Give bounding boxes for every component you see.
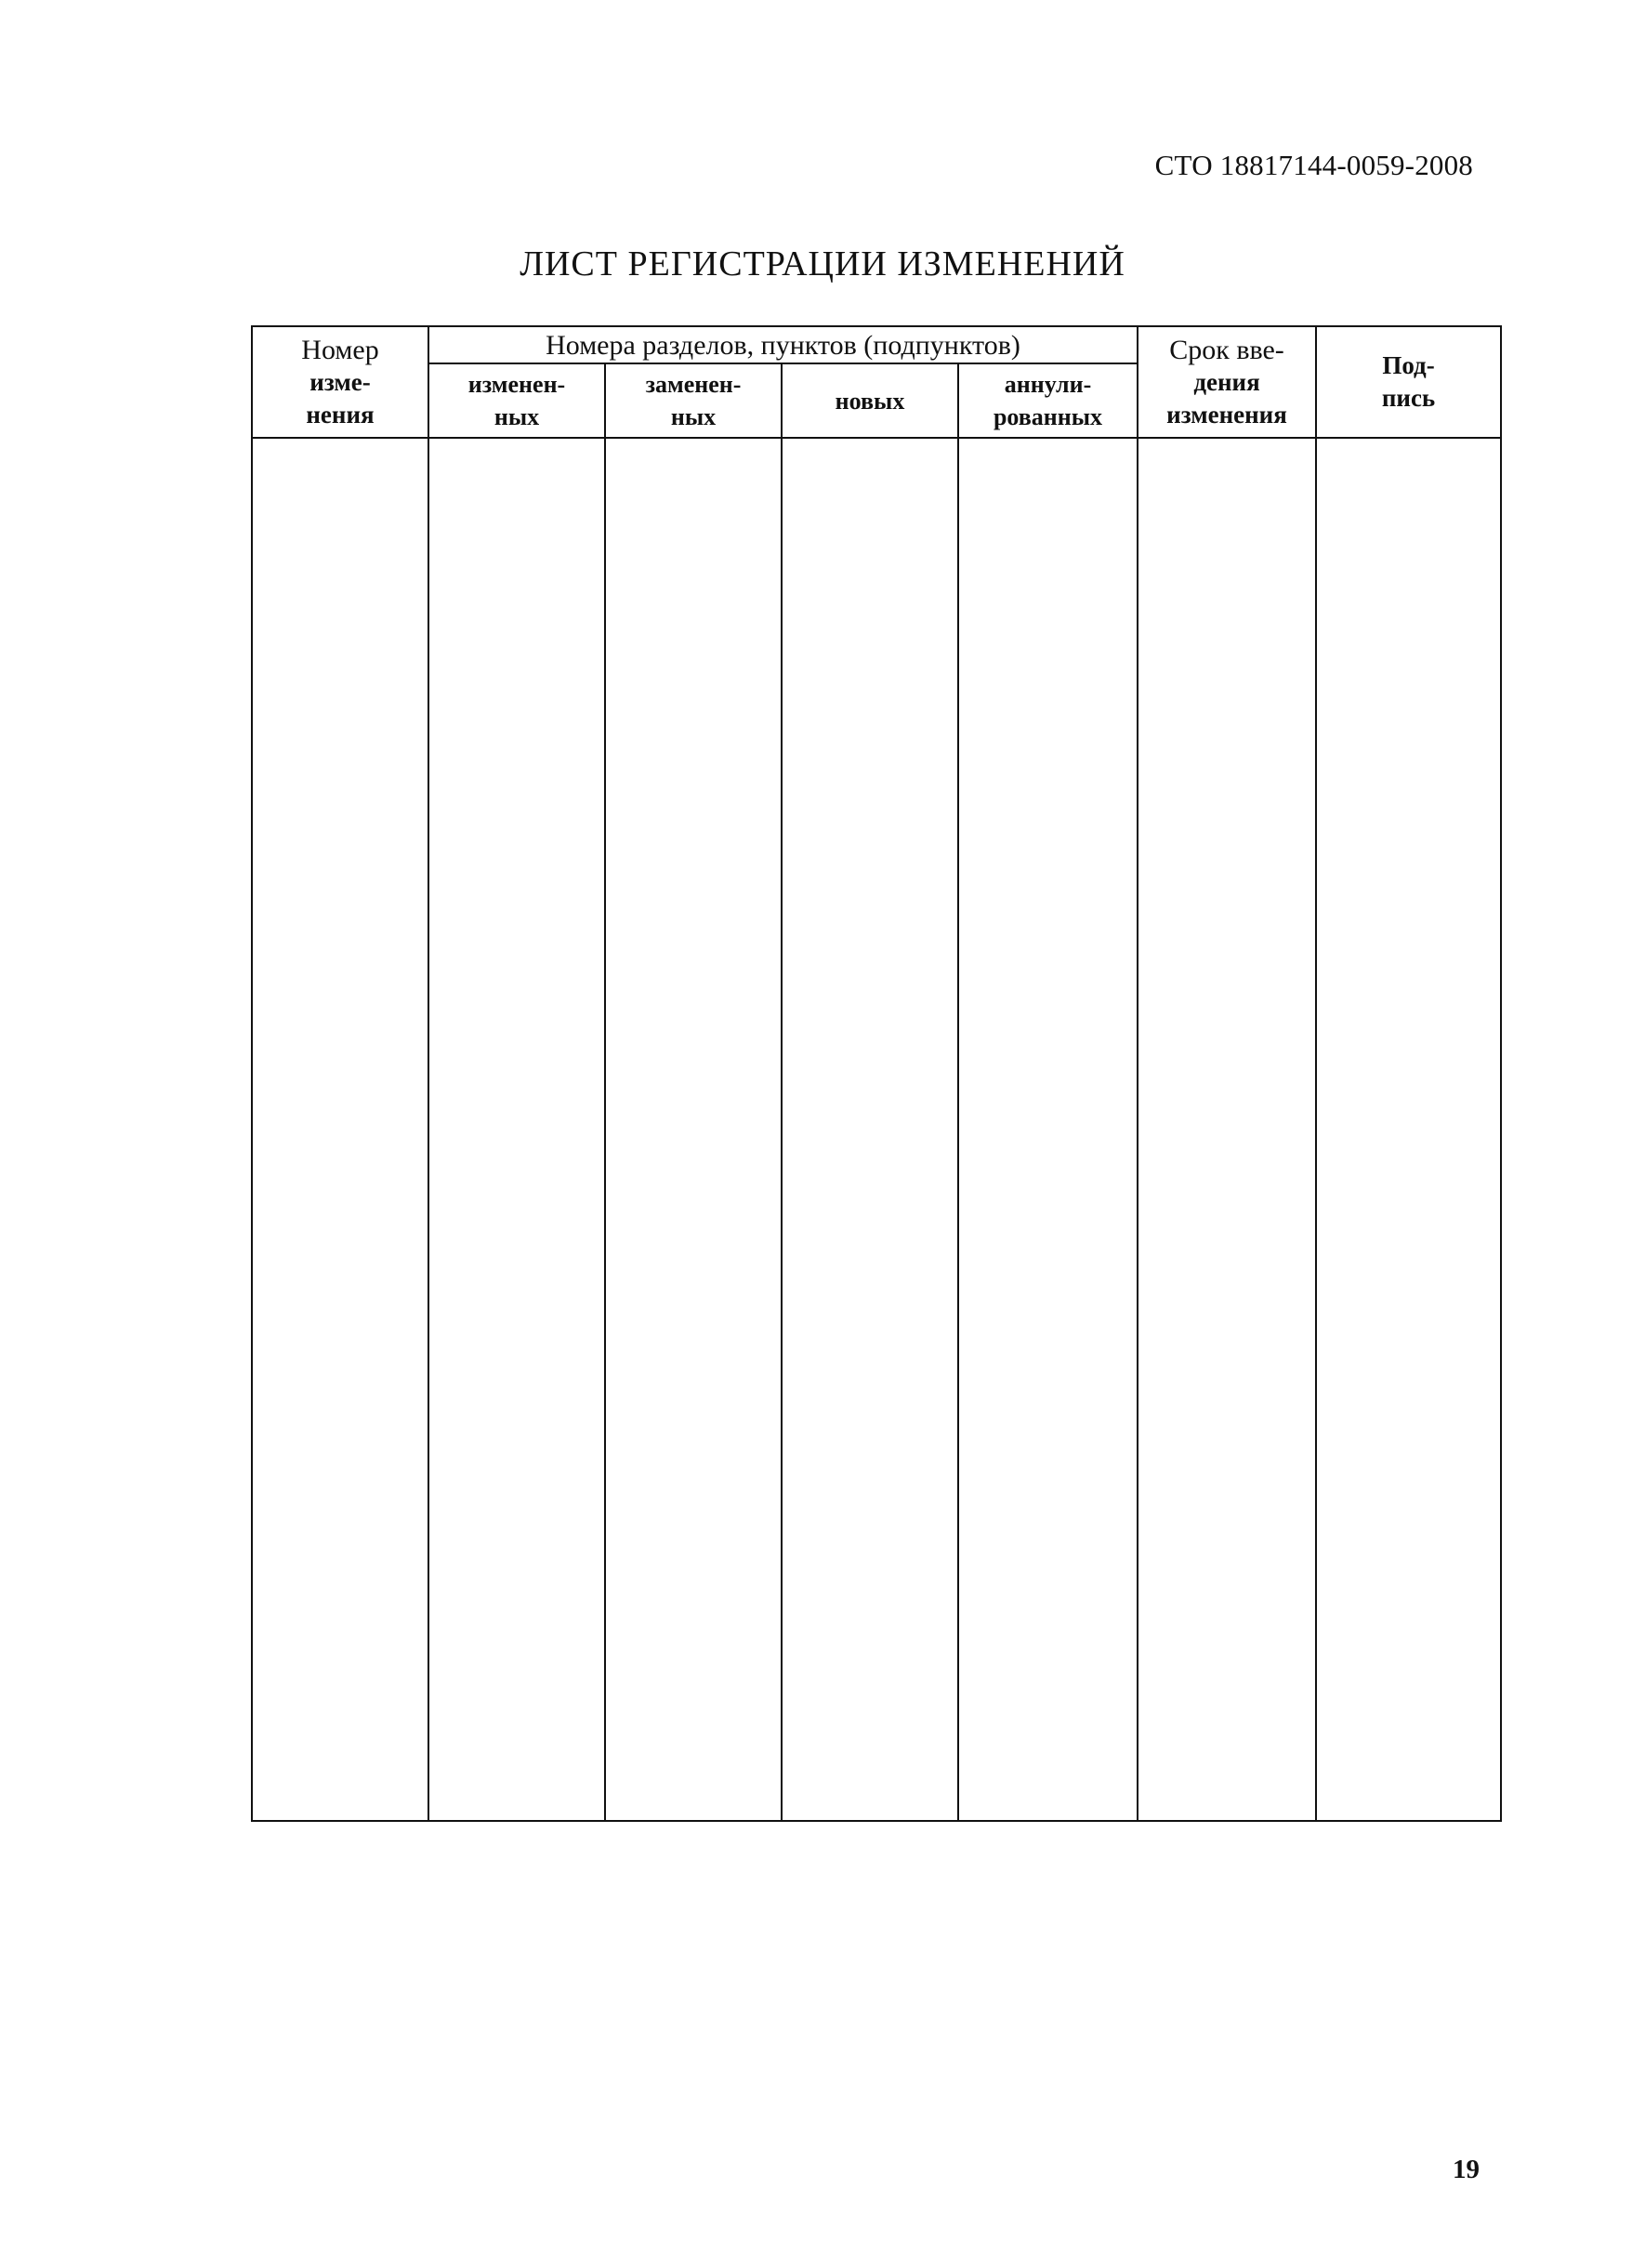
header-replaced-line1: заменен- [645,371,742,398]
header-annulled-line1: аннули- [1004,371,1092,398]
header-change-number-line2: изме- [309,367,371,396]
cell-effective-date [1138,438,1316,1821]
header-signature [1316,326,1501,438]
page-title: ЛИСТ РЕГИСТРАЦИИ ИЗМЕНЕНИЙ [520,244,1125,284]
header-change-number-line1: Номер [301,334,379,365]
header-signature-line2: пись [1381,384,1436,412]
header-change-number-line3: нения [306,400,375,429]
header-changed [428,363,605,438]
header-row-top [252,326,1501,363]
header-effective-date-line3: изменения [1166,400,1287,429]
header-effective-date-line1: Срок вве- [1169,334,1284,365]
header-signature-line1: Под- [1382,351,1435,379]
page-number: 19 [1453,2155,1480,2184]
cell-annulled [958,438,1138,1821]
header-change-number [252,326,428,438]
table-row [252,438,1501,1821]
document-code: СТО 18817144-0059-2008 [1154,149,1473,181]
header-replaced [605,363,782,438]
header-annulled-line2: рованных [993,403,1103,430]
header-replaced-line2: ных [670,403,717,430]
header-section-numbers: Номера разделов, пунктов (подпунктов) [428,326,1138,363]
cell-change-number [252,438,428,1821]
header-effective-date [1138,326,1316,438]
change-registration-table [251,325,1502,1822]
cell-replaced [605,438,782,1821]
header-effective-date-line2: дения [1193,367,1260,396]
header-new [782,363,958,438]
header-new-line1: новых [835,387,905,415]
header-changed-line2: ных [494,403,540,430]
header-changed-line1: изменен- [467,371,566,398]
cell-changed [428,438,605,1821]
header-annulled [958,363,1138,438]
cell-new [782,438,958,1821]
cell-signature [1316,438,1501,1821]
